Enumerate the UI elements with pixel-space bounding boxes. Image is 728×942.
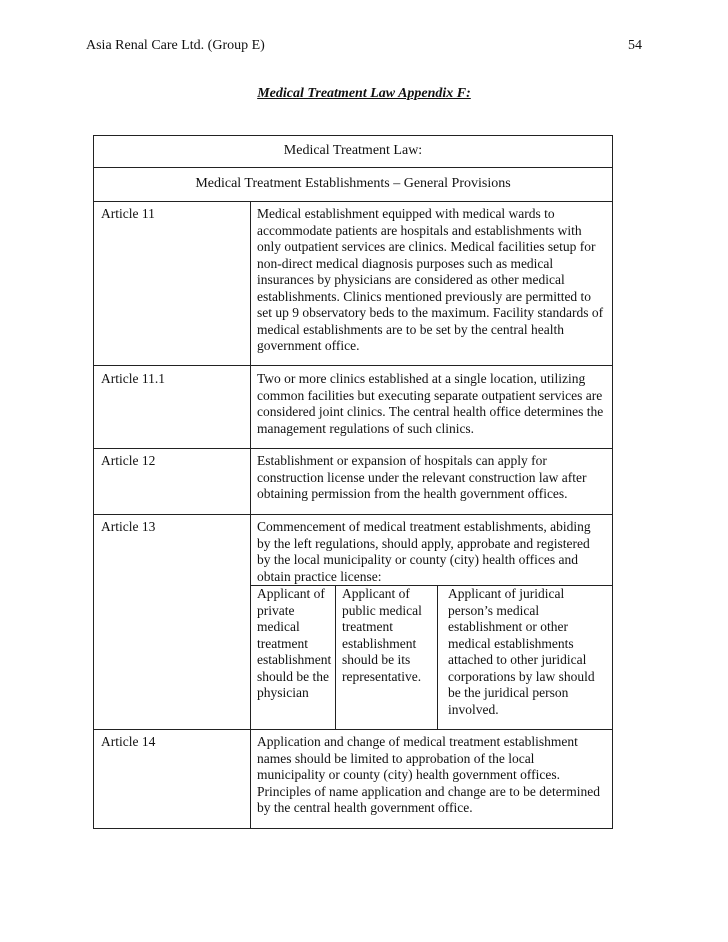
subtable-cell-juridical: Applicant of juridical person’s medical establishment or other medical establishments attached to other juridical corporations by law should be the juridical person involved. xyxy=(448,586,595,717)
law-table xyxy=(93,135,613,829)
article-label: Article 11.1 xyxy=(101,371,165,386)
article-text: Application and change of medical treatment establishment names should be limited to approbation of the local municipality or county (city) health government offices. Principles of name application and change are to be determined by the central health government office. xyxy=(257,734,600,815)
page-number: 54 xyxy=(628,38,642,53)
article-text: Medical establishment equipped with medical wards to accommodate patients are hospitals and establishments with only outpatient services are clinics. Medical facilities setup for non-direct medical diagnosis purposes such as medical insurances by physicians are considered as other medical establishments. Clinics mentioned previously are permitted to set up 9 observatory beds to the maximum. Facility standards of medical establishments are to be set by the central health government office. xyxy=(257,206,604,353)
article-label: Article 12 xyxy=(101,453,156,468)
article-label: Article 14 xyxy=(101,734,156,749)
table-rule xyxy=(94,514,612,515)
table-rule xyxy=(94,448,612,449)
subtable-divider xyxy=(437,585,438,729)
subtable-cell-private: Applicant of private medical treatment establishment should be the physician xyxy=(257,586,332,700)
table-rule xyxy=(94,167,612,168)
article-text: Establishment or expansion of hospitals can apply for construction license under the relevant construction law after obtaining permission from the health government offices. xyxy=(257,453,587,501)
article-text: Two or more clinics established at a single location, utilizing common facilities but executing separate outpatient services are considered joint clinics. The central health office determines the management regulations of such clinics. xyxy=(257,371,604,436)
table-rule xyxy=(94,729,612,730)
table-heading: Medical Treatment Law: xyxy=(283,143,423,158)
document-title: Medical Treatment Law Appendix F: xyxy=(257,86,471,101)
column-divider xyxy=(250,201,251,829)
table-rule xyxy=(94,201,612,202)
subtable-cell-public: Applicant of public medical treatment establishment should be its representative. xyxy=(342,586,422,684)
table-subheading: Medical Treatment Establishments – General Provisions xyxy=(195,176,511,191)
running-header-company: Asia Renal Care Ltd. (Group E) xyxy=(86,38,265,53)
article-label: Article 11 xyxy=(101,206,155,221)
article-text: Commencement of medical treatment establishments, abiding by the left regulations, should apply, approbate and registered by the local municipality or county (city) health offices and obtain practice license: xyxy=(257,519,591,584)
table-rule xyxy=(94,365,612,366)
subtable-divider xyxy=(335,585,336,729)
article-label: Article 13 xyxy=(101,519,156,534)
